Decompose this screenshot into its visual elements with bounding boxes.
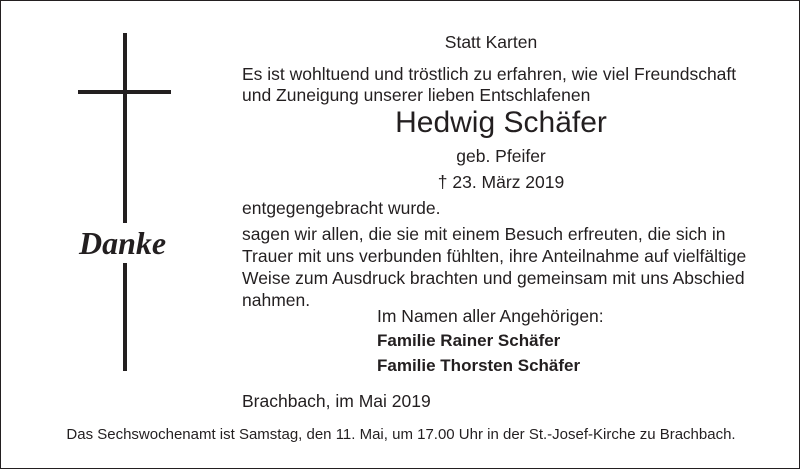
- maiden-name: geb. Pfeifer: [456, 146, 546, 166]
- deceased-name: Hedwig Schäfer: [395, 106, 607, 139]
- place-date: Brachbach, im Mai 2019: [242, 391, 431, 411]
- opening-line-1: Es ist wohltuend und tröstlich zu erfahren, wie viel Freundschaft: [242, 64, 737, 84]
- thanks-line-4: nahmen.: [242, 290, 311, 310]
- opening-line-2: und Zuneigung unserer lieben Entschlafenen: [242, 85, 591, 105]
- family-2: Familie Thorsten Schäfer: [377, 356, 581, 375]
- family-1: Familie Rainer Schäfer: [377, 331, 561, 350]
- signoff-intro: Im Namen aller Angehörigen:: [377, 306, 604, 326]
- thanks-line-2: Trauer mit uns verbunden fühlten, ihre Anteilnahme auf vielfältige: [242, 246, 747, 266]
- after-name-text: entgegengebracht wurde.: [242, 198, 441, 218]
- thanks-line-1: sagen wir allen, die sie mit einem Besuch erfreuten, die sich in: [242, 224, 726, 244]
- cross-bar: [78, 90, 171, 94]
- intro-text: Statt Karten: [444, 32, 538, 52]
- thanks-line-3: Weise zum Ausdruck brachten und gemeinsam mit uns Abschied: [242, 268, 745, 288]
- death-date: † 23. März 2019: [437, 172, 565, 192]
- cross-icon: [123, 33, 127, 371]
- danke-heading: Danke: [73, 223, 172, 263]
- footer-notice: Das Sechswochenamt ist Samstag, den 11. Mai, um 17.00 Uhr in der St.-Josef-Kirche zu Brachbach.: [66, 426, 736, 443]
